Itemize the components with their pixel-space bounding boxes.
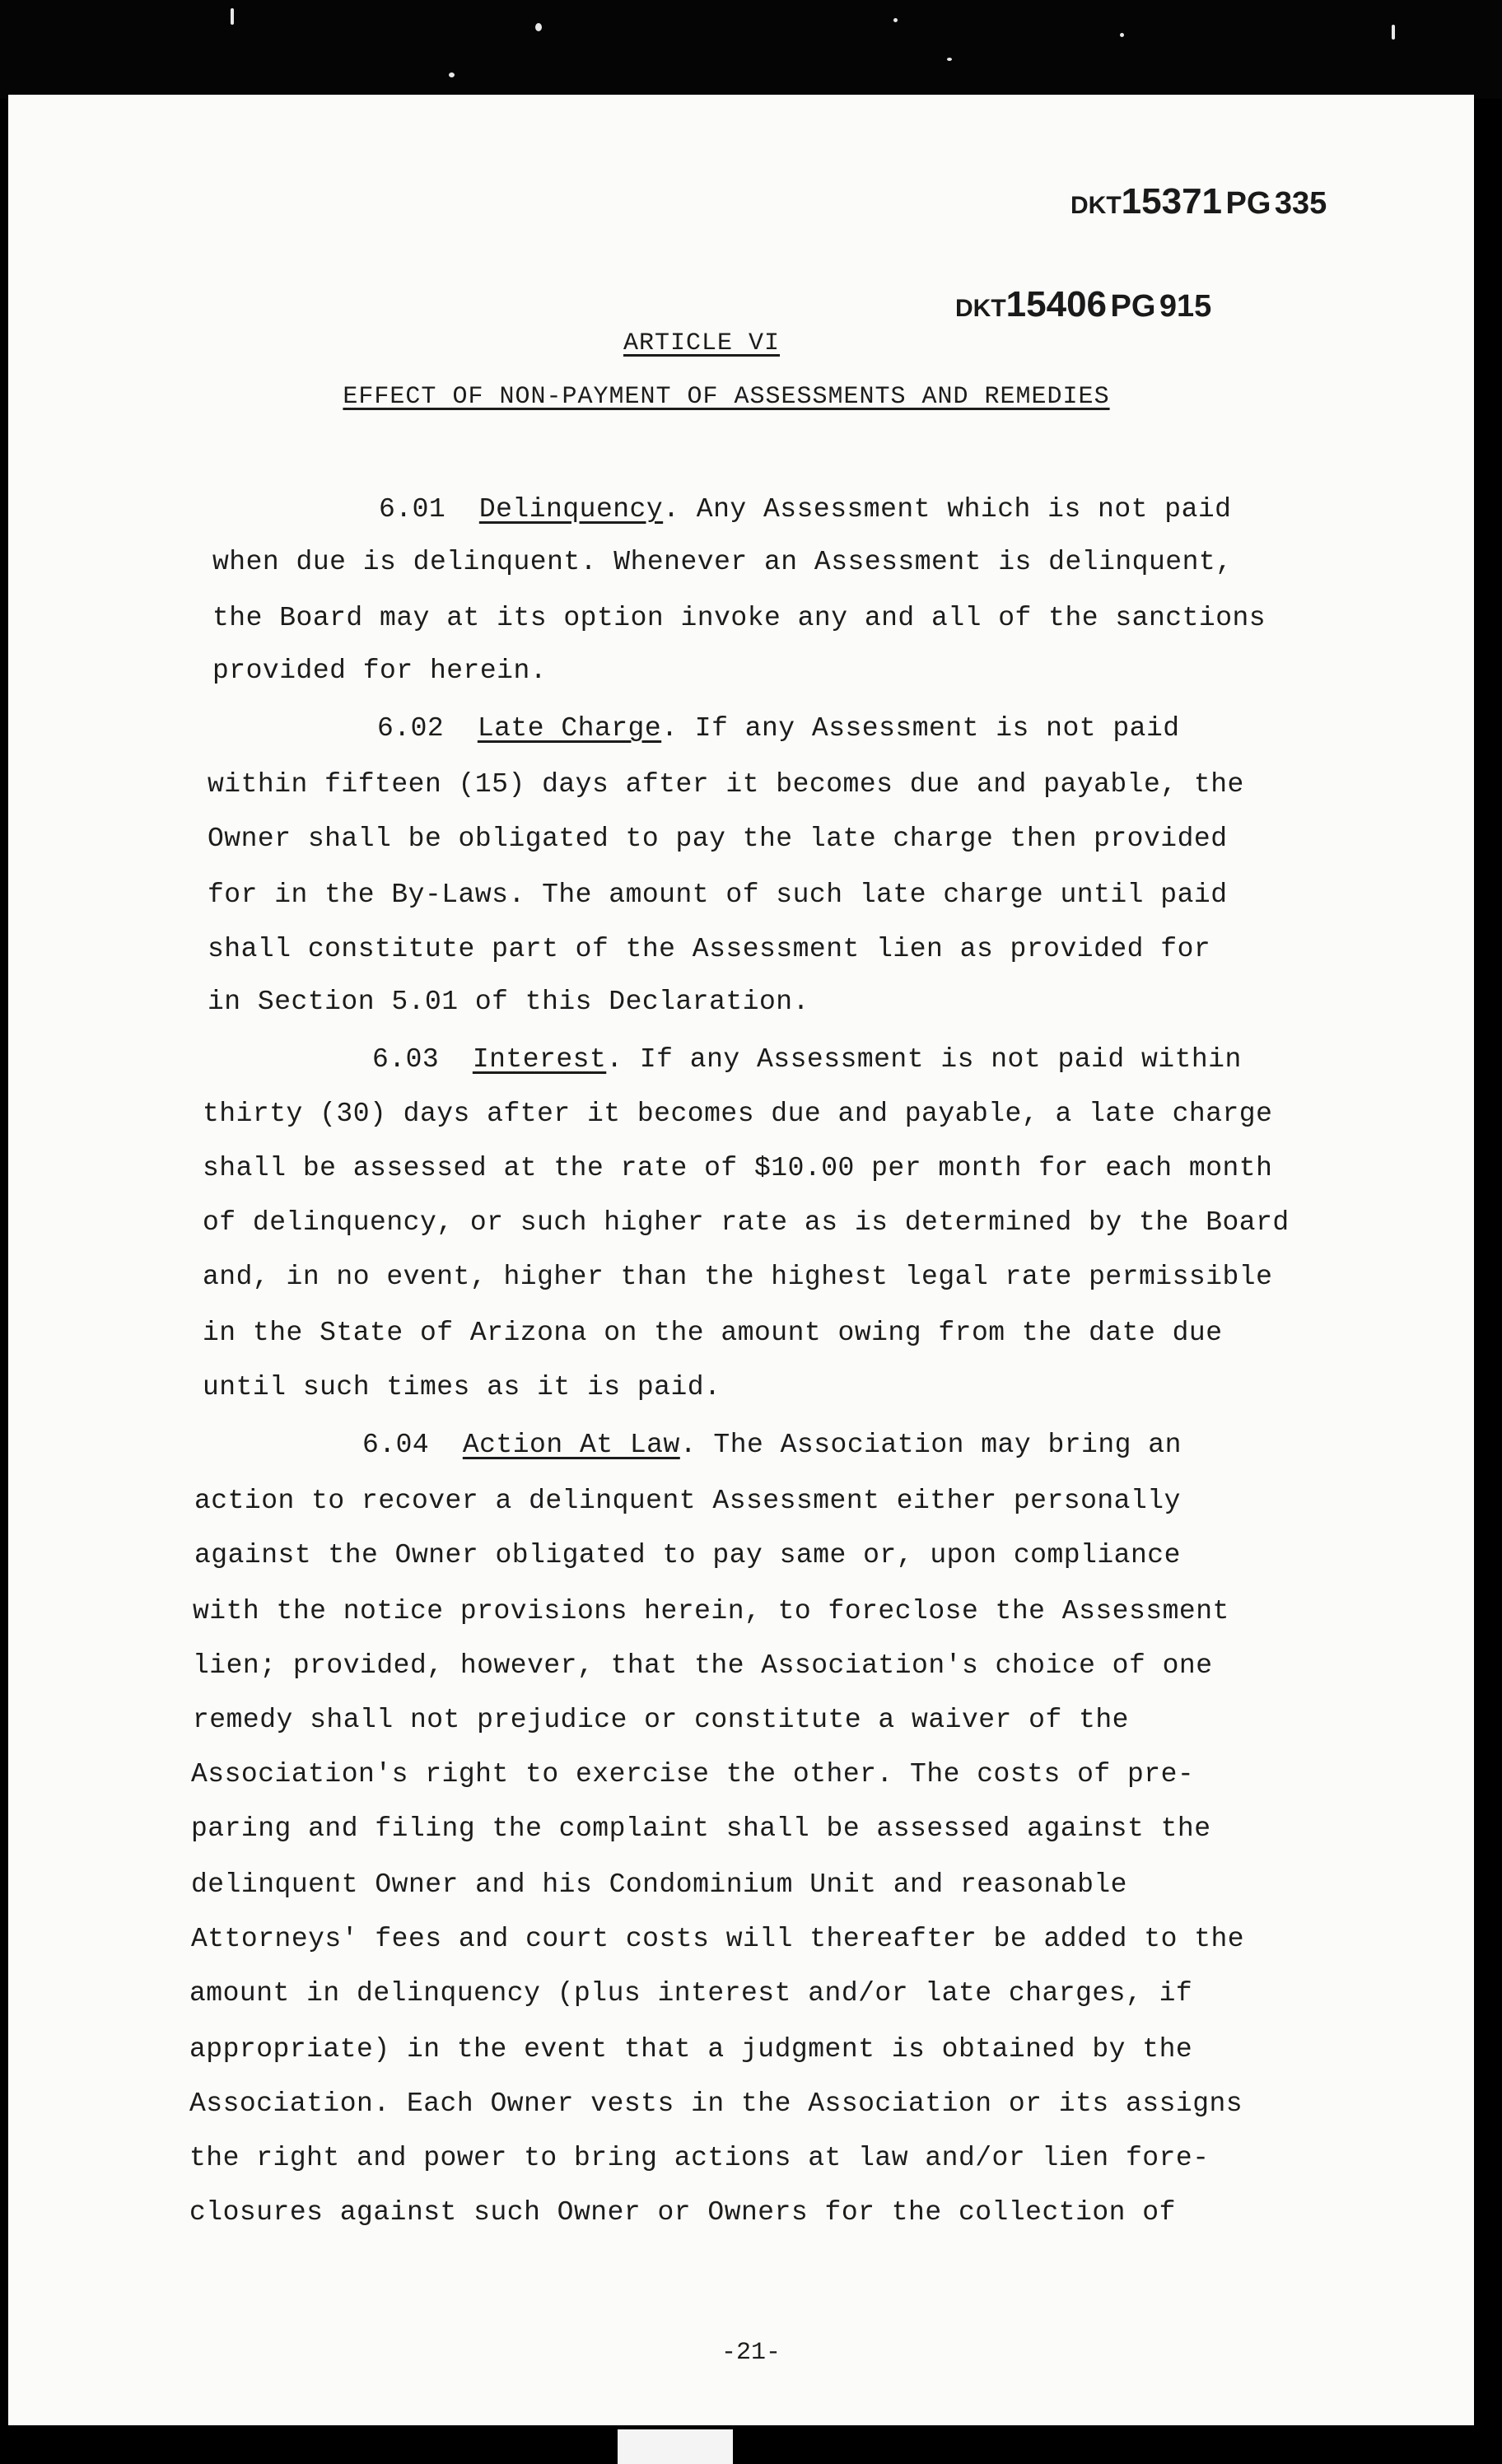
section-line: paring and filing the complaint shall be assessed against the bbox=[191, 1813, 1211, 1844]
docket-page: 335 bbox=[1274, 186, 1327, 221]
section-line: amount in delinquency (plus interest and/or late charges, if bbox=[189, 1978, 1193, 2009]
section-line: in the State of Arizona on the amount owing from the date due bbox=[203, 1318, 1223, 1348]
section-heading: Late Charge bbox=[477, 713, 662, 744]
section-line: appropriate) in the event that a judgment is obtained by the bbox=[189, 2034, 1193, 2065]
section-line: . If any Assessment is not paid bbox=[661, 713, 1180, 744]
scan-speck bbox=[449, 72, 455, 77]
docket-pg-label: PG bbox=[1225, 186, 1271, 221]
section-first-line bbox=[362, 1431, 1182, 1458]
section-number: 6.01 bbox=[379, 494, 446, 525]
section-line: action to recover a delinquent Assessment either personally bbox=[194, 1486, 1181, 1516]
docket-pg-label: PG bbox=[1110, 289, 1156, 324]
section-number: 6.02 bbox=[377, 713, 445, 744]
docket-stamp-secondary bbox=[955, 284, 1211, 325]
section-line: . If any Assessment is not paid within bbox=[606, 1044, 1242, 1075]
section-line: thirty (30) days after it becomes due and payable, a late charge bbox=[203, 1099, 1273, 1129]
section-line: Attorneys' fees and court costs will thereafter be added to the bbox=[191, 1924, 1245, 1954]
scan-speck bbox=[535, 23, 542, 31]
section-line: Association. Each Owner vests in the Association or its assigns bbox=[189, 2088, 1243, 2119]
section-first-line bbox=[379, 496, 1231, 523]
section-line: delinquent Owner and his Condominium Unit and reasonable bbox=[191, 1869, 1127, 1900]
scan-top-border bbox=[0, 0, 1502, 99]
section-first-line bbox=[372, 1046, 1242, 1073]
section-heading: Interest bbox=[472, 1044, 607, 1075]
section-line: . Any Assessment which is not paid bbox=[663, 494, 1232, 525]
docket-page: 915 bbox=[1159, 289, 1212, 324]
section-line: within fifteen (15) days after it becomes due and payable, the bbox=[208, 769, 1244, 800]
docket-stamp-primary bbox=[1071, 181, 1327, 222]
section-line: closures against such Owner or Owners for the collection of bbox=[189, 2197, 1176, 2228]
section-line: Association's right to exercise the other. The costs of pre- bbox=[191, 1759, 1195, 1790]
docket-number: 15371 bbox=[1121, 181, 1223, 222]
section-line: shall constitute part of the Assessment lien as provided for bbox=[208, 934, 1211, 964]
section-line: remedy shall not prejudice or constitute a waiver of the bbox=[193, 1705, 1129, 1735]
scan-speck bbox=[947, 58, 952, 61]
section-line: the right and power to bring actions at law and/or lien fore- bbox=[189, 2143, 1210, 2173]
section-line: in Section 5.01 of this Declaration. bbox=[208, 987, 809, 1017]
docket-number: 15406 bbox=[1005, 284, 1108, 324]
section-line: against the Owner obligated to pay same or, upon compliance bbox=[194, 1540, 1181, 1570]
scan-speck bbox=[231, 8, 234, 25]
section-heading: Delinquency bbox=[478, 494, 664, 525]
section-line: until such times as it is paid. bbox=[203, 1372, 721, 1402]
article-subtitle: EFFECT OF NON-PAYMENT OF ASSESSMENTS AND REMEDIES bbox=[343, 383, 1110, 411]
section-line: of delinquency, or such higher rate as is determined by the Board bbox=[203, 1207, 1290, 1238]
scan-bottom-artifact bbox=[618, 2429, 733, 2464]
section-line: with the notice provisions herein, to foreclose the Assessment bbox=[193, 1596, 1229, 1626]
section-line: and, in no event, higher than the highest legal rate permissible bbox=[203, 1262, 1273, 1292]
section-line: Owner shall be obligated to pay the late charge then provided bbox=[208, 824, 1228, 854]
section-first-line bbox=[377, 715, 1180, 742]
section-line: when due is delinquent. Whenever an Assessment is delinquent, bbox=[212, 547, 1233, 577]
docket-prefix: DKT bbox=[955, 295, 1006, 322]
document-page bbox=[8, 95, 1474, 2425]
section-number: 6.03 bbox=[372, 1044, 440, 1075]
scan-speck bbox=[1392, 25, 1395, 40]
section-number: 6.04 bbox=[362, 1430, 430, 1460]
scan-speck bbox=[893, 18, 898, 22]
scan-speck bbox=[1120, 33, 1124, 37]
section-heading: Action At Law bbox=[462, 1430, 680, 1460]
page-number: -21- bbox=[721, 2339, 781, 2367]
section-line: provided for herein. bbox=[212, 656, 548, 686]
section-line: shall be assessed at the rate of $10.00 per month for each month bbox=[203, 1153, 1273, 1183]
section-line: for in the By-Laws. The amount of such late charge until paid bbox=[208, 880, 1228, 910]
section-line: the Board may at its option invoke any and all of the sanctions bbox=[212, 603, 1266, 633]
section-line: . The Association may bring an bbox=[679, 1430, 1182, 1460]
article-title: ARTICLE VI bbox=[623, 329, 781, 357]
docket-prefix: DKT bbox=[1071, 192, 1122, 219]
section-line: lien; provided, however, that the Association's choice of one bbox=[193, 1650, 1213, 1681]
